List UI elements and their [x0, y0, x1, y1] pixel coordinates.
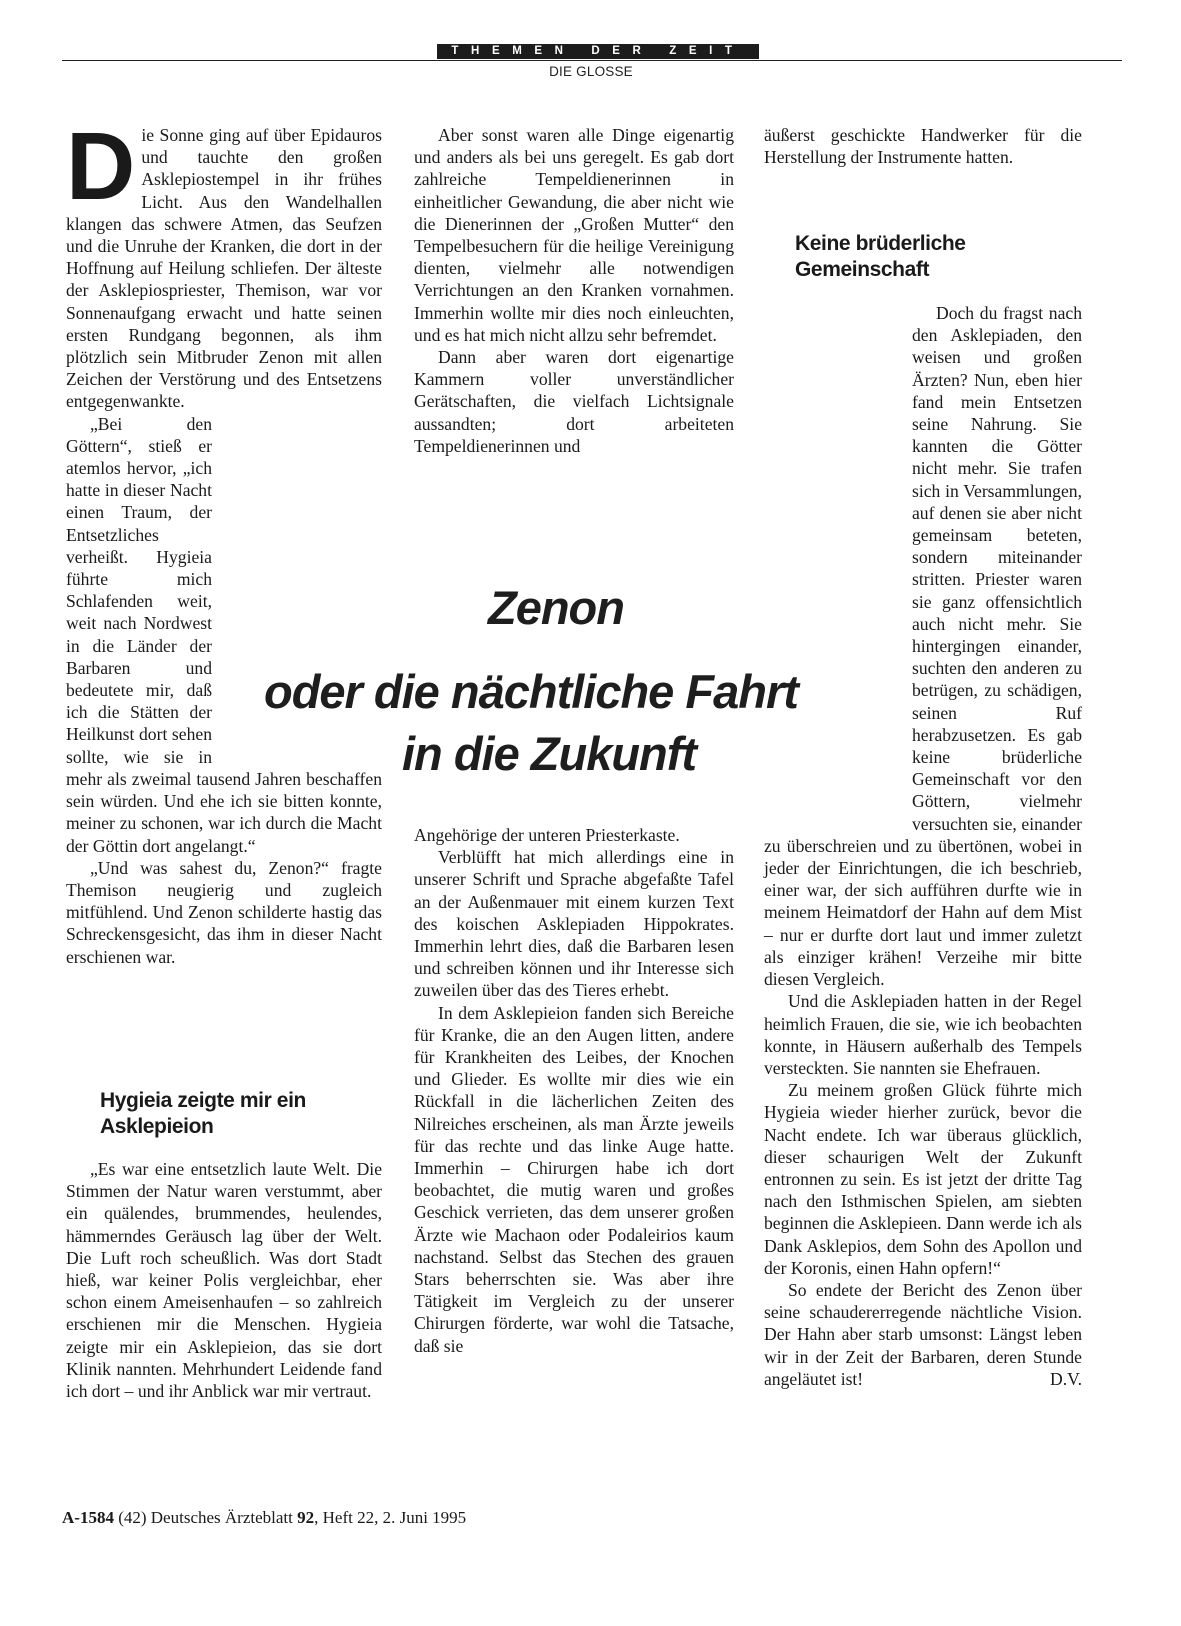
subheading-1: Hygieia zeigte mir ein Asklepieion: [100, 1089, 306, 1138]
article-title-line-3: in die Zukunft: [402, 727, 697, 780]
article-title-line-2: oder die nächtliche Fahrt: [264, 665, 798, 718]
journal-name: Deutsches Ärzteblatt: [150, 1508, 293, 1527]
article-column-3: [764, 124, 1082, 168]
paragraph: So endete der Bericht des Zenon über seine schaudererregende nächtliche Vision. Der Hahn aber starb umsonst: Längst leben wir in der Zeit der Barbaren, deren Stunde angeläutet ist! D.V.: [764, 1279, 1082, 1389]
paragraph: Verblüfft hat mich allerdings eine in unserer Schrift und Sprache abgefaßte Tafel an der Außenmauer mit einem kurzen Text des koischen Asklepiaden Hippokrates. Immerhin lehrt dies, daß die Barbaren lesen und schreiben können und ihr Interesse sich zuweilen über das des Tieres erhebt.: [414, 847, 734, 1001]
article-column-2: [414, 124, 734, 457]
paragraph: „Es war eine entsetzlich laute Welt. Die Stimmen der Natur waren verstummt, aber ein quälendes, brummendes, heulendes, hämmerndes Geräusch lag über der Welt. Die Luft roch scheußlich. Was dort Stadt hieß, war keiner Polis vergleichbar, eher schon einem Ameisenhaufen – so zahlreich erschienen mir die Menschen. Hygieia zeigte mir ein Asklepieion, das sie dort Klinik nannten. Mehrhundert Leidende fand ich dort – und ihr Anblick war mir vertraut.: [66, 1159, 382, 1402]
paragraph: In dem Asklepieion fanden sich Bereiche für Kranke, die an den Augen litten, andere für Krankheiten des Leibes, der Knochen und Glieder. Es wollte mir dies wie ein Rückfall in die lächerlichen Zeiten des Nilreiches erscheinen, als man Ärzte jeweils für das rechte und das linke Auge hatte. Immerhin – Chirurgen habe ich dort beobachtet, die mutig waren und großes Geschick verrieten, das dem unserer großen Ärzte wie Machaon oder Podaleirios kaum nachstand. Selbst das Stechen des grauen Stars beherrschten sie. Was aber ihre Tätigkeit im Vergleich zu der unserer Chirurgen förderte, war wohl die Tatsache, daß sie: [414, 1002, 734, 1356]
page-footer: [62, 1508, 466, 1528]
volume: 92: [297, 1508, 315, 1527]
article-column-1: [66, 113, 382, 968]
paragraph: Dann aber waren dort eigenartige Kammern voller unverständlicher Gerätschaften, die vielfach Lichtsignale aussandten; dort arbeiteten Tempeldienerinnen und: [414, 347, 734, 456]
issue-info: , Heft 22, 2. Juni 1995: [314, 1508, 467, 1527]
subheading-2: Keine brüderliche Gemeinschaft: [795, 232, 966, 281]
paragraph: Aber sonst waren alle Dinge eigenartig und anders als bei uns geregelt. Es gab dort zahlreiche Tempeldienerinnen in einheitlicher Gewandung, die aber nicht wie die Dienerinnen der „Großen Mutter“ den Tempelbesuchern für die heilige Vereinigung dienten, vielmehr alle notwendigen Verrichtungen an den Kranken vornahmen. Immerhin wollte mir dies noch einleuchten, und es hat mich nicht allzu sehr befremdet.: [414, 125, 734, 345]
section-subtitle: DIE GLOSSE: [549, 64, 633, 79]
issue-page: (42): [118, 1508, 147, 1527]
article-column-2-continued: [414, 824, 734, 1357]
section-label: THEMEN DER ZEIT: [437, 44, 759, 59]
paragraph: Angehörige der unteren Priesterkaste.: [414, 825, 680, 845]
article-column-1-continued: [66, 1158, 382, 1402]
header-rule: [62, 60, 1122, 61]
paragraph: Zu meinem großen Glück führte mich Hygieia wieder hierher zurück, bevor die Nacht endete. Ich war überaus glücklich, dieser schaurigen Welt der Zukunft entronnen zu sein. Es ist jetzt der dritte Tag nach den Isthmischen Spielen, am siebten beginnen die Asklepieen. Dann werde ich als Dank Asklepios, dem Sohn des Apollon und der Koronis, einen Hahn opfern!“: [764, 1080, 1082, 1278]
paragraph: „Bei den Göttern“, stieß er atemlos hervor, „ich hatte in dieser Nacht einen Traum, der Entsetzliches verheißt. Hygieia führte mich Schlafenden weit, weit nach Nordwest in die Länder der Barbaren und bedeutete mir, daß ich die Stätten der Heilkunst dort sehen sollte, wie sie in mehr als zweimal tausend Jahren beschaffen sein würden. Und ehe ich sie bitten konnte, meiner zu schonen, war ich durch die Macht der Göttin dort angelangt.“: [66, 413, 382, 856]
paragraph: ie Sonne ging auf über Epidauros und tauchte den großen Asklepiostempel in ihr frühes Licht. Aus den Wandelhallen klangen das schwere Atmen, das Seufzen und die Unruhe der Kranken, die dort in der Hoffnung auf Heilung schliefen. Der älteste der Asklepiospriester, Themison, war vor Sonnenaufgang erwacht und hatte seinen ersten Rundgang begonnen, als ihm plötzlich sein Mitbruder Zenon mit allen Zeichen der Verstörung und des Entsetzens entgegenwankte.: [66, 125, 382, 412]
paragraph: Und die Asklepiaden hatten in der Regel heimlich Frauen, die sie, wie ich beobachten konnte, in Häusern außerhalb des Tempels versteckten. Sie nannten sie Ehefrauen.: [764, 991, 1082, 1078]
page-number: A-1584: [62, 1508, 114, 1527]
drop-cap: D: [66, 113, 136, 220]
article-title-line-1: Zenon: [488, 581, 624, 634]
paragraph: äußerst geschickte Handwerker für die Herstellung der Instrumente hatten.: [764, 125, 1082, 168]
paragraph: Doch du fragst nach den Asklepiaden, den weisen und großen Ärzten? Nun, eben hier fand mein Entsetzen seine Nahrung. Sie kannten die Götter nicht mehr. Sie trafen sich in Versammlungen, auf denen sie aber nicht gemeinsam beteten, sondern miteinander stritten. Priester waren sie ganz offensichtlich auch nicht mehr. Sie hintergingen einander, suchten den anderen zu betrügen, zu schädigen, seinen Ruf herabzusetzen. Es gab keine brüderliche Gemeinschaft vor den Göttern, vielmehr versuchten sie, einander zu überschreien und zu übertönen, wobei in jeder der Einrichtungen, die ich beschrieb, einer war, der sich aufführen durfte wie in meinem Heimatdorf der Hahn auf dem Mist – nur er durfte dort laut und immer zuletzt als einziger krähen! Verzeihe mir bitte diesen Vergleich.: [764, 303, 1082, 990]
paragraph: „Und was sahest du, Zenon?“ fragte Themison neugierig und zugleich mitfühlend. Und Zenon schilderte hastig das Schreckensgesicht, das ihm in dieser Nacht erschienen war.: [66, 857, 382, 967]
author-signature: D.V.: [1050, 1368, 1082, 1389]
article-column-3-continued: [764, 302, 1082, 1390]
